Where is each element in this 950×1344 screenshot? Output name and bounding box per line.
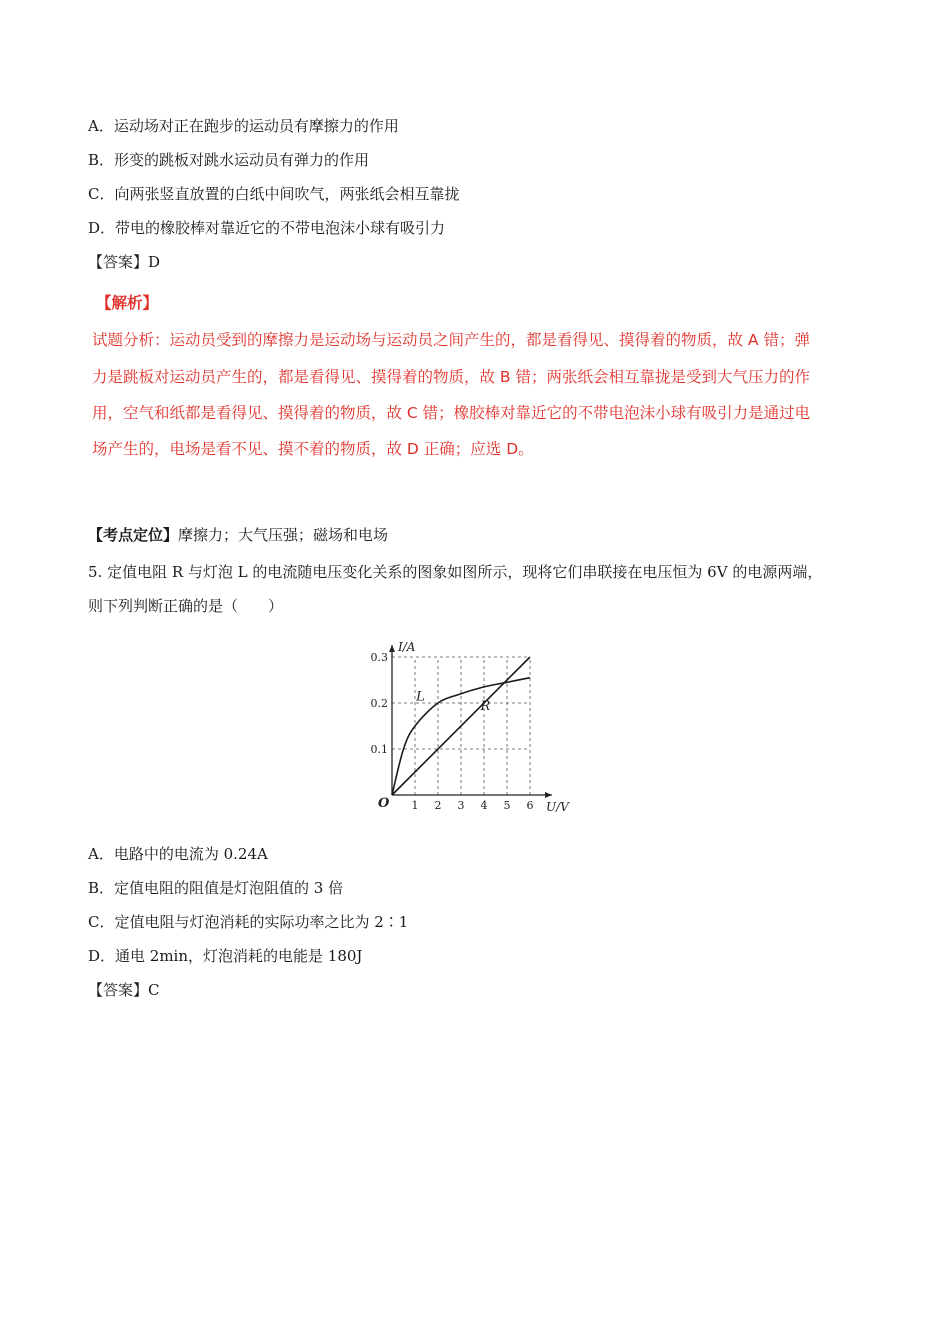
series-label-R: R (480, 698, 491, 714)
q5-stem-line1: 5. 定值电阻 R 与灯泡 L 的电流随电压变化关系的图象如图所示，现将它们串联接在电压恒为 6V 的电源两端， (88, 563, 823, 581)
x-tick-label-5: 5 (503, 799, 511, 812)
iu-graph (360, 640, 590, 820)
y-tick-label-0.2: 0.2 (370, 697, 388, 710)
kaodian (88, 525, 388, 545)
analysis-title: 【解析】 (96, 294, 159, 312)
x-tick-label-2: 2 (434, 799, 442, 812)
analysis-line-3: 用，空气和纸都是看得见、摸得着的物质，故 C 错；橡胶棒对靠近它的不带电泡沫小球有吸引力是通过电 (92, 404, 811, 422)
y-axis-arrow (389, 645, 395, 652)
chart-ticks (371, 651, 534, 812)
origin-label: O (378, 796, 390, 811)
y-tick-label-0.1: 0.1 (370, 743, 388, 756)
y-axis-label: I/A (398, 640, 416, 654)
q4-option-a: A．运动场对正在跑步的运动员有摩擦力的作用 (88, 117, 399, 135)
q5-option-c: C．定值电阻与灯泡消耗的实际功率之比为 2∶1 (88, 913, 409, 931)
analysis-line-4: 场产生的，电场是看不见、摸不着的物质，故 D 正确；应选 D。 (92, 440, 534, 458)
y-tick-label-0.3: 0.3 (370, 651, 388, 664)
q4-option-c: C．向两张竖直放置的白纸中间吹气，两张纸会相互靠拢 (88, 185, 460, 203)
series-line-L (392, 678, 530, 795)
chart-axes (389, 645, 552, 798)
q4-option-b: B．形变的跳板对跳水运动员有弹力的作用 (88, 151, 370, 169)
q5-option-b: B．定值电阻的阻值是灯泡阻值的 3 倍 (88, 879, 344, 897)
x-tick-label-1: 1 (411, 799, 419, 812)
x-tick-label-4: 4 (480, 799, 488, 812)
kaodian-label: 【考点定位】 (88, 526, 179, 544)
x-axis-label: U/V (546, 800, 569, 814)
q4-answer: 【答案】D (88, 253, 161, 271)
q5-answer: 【答案】C (88, 981, 160, 999)
series-label-L: L (416, 689, 425, 705)
q5-option-d: D．通电 2min，灯泡消耗的电能是 180J (88, 947, 363, 965)
q5-option-a: A．电路中的电流为 0.24A (88, 845, 268, 863)
x-axis-arrow (545, 792, 552, 798)
analysis-line-1: 试题分析：运动员受到的摩擦力是运动场与运动员之间产生的，都是看得见、摸得着的物质，故 A 错；弹 (92, 331, 810, 349)
chart-labels (378, 640, 570, 814)
x-tick-label-6: 6 (526, 799, 534, 812)
analysis-line-2: 力是跳板对运动员产生的，都是看得见、摸得着的物质，故 B 错；两张纸会相互靠拢是受到大气压力的作 (92, 368, 810, 386)
x-tick-label-3: 3 (457, 799, 465, 812)
kaodian-text: 摩擦力；大气压强；磁场和电场 (178, 526, 389, 544)
q4-option-d: D．带电的橡胶棒对靠近它的不带电泡沫小球有吸引力 (88, 219, 446, 237)
q5-stem-line2: 则下列判断正确的是（ ） (88, 597, 284, 615)
